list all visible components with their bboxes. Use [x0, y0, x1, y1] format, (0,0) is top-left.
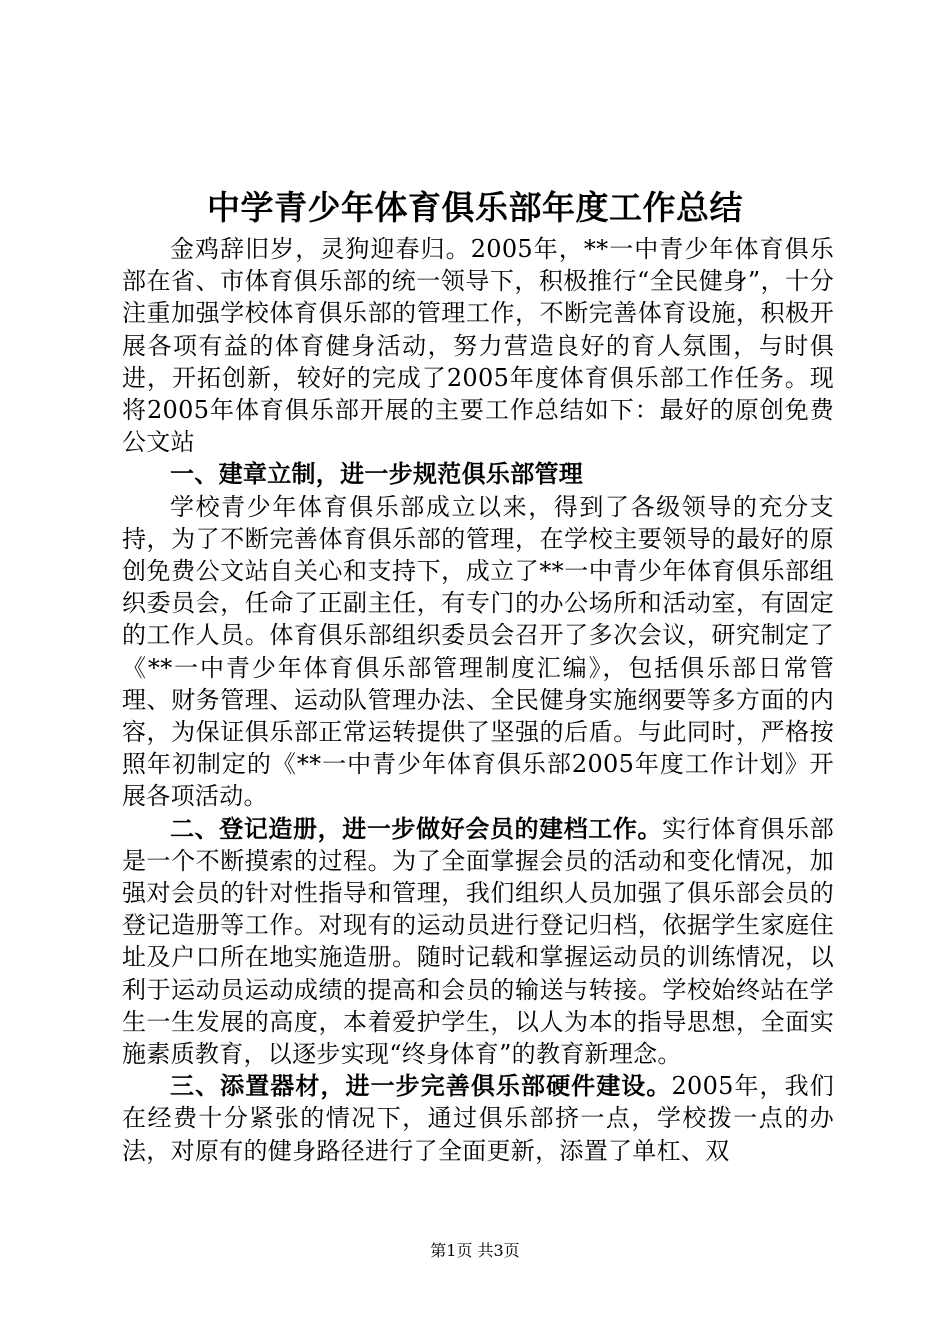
section-3-paragraph — [122, 1070, 834, 1167]
section-heading-1: 一、建章立制，进一步规范俱乐部管理 — [170, 459, 584, 489]
section-1-paragraph: 学校青少年体育俱乐部成立以来，得到了各级领导的充分支持，为了不断完善体育俱乐部的管理，在学校主要领导的最好的原创免费公文站自关心和支持下，成立了**一中青少年体育俱乐部组织委员会，任命了正副主任，有专门的办公场所和活动室，有固定的工作人员。体育俱乐部组织委员会召开了多次会议，研究制定了《**一中青少年体育俱乐部管理制度汇编》，包括俱乐部日常管理、财务管理、运动队管理办法、全民健身实施纲要等多方面的内容，为保证俱乐部正常运转提供了坚强的后盾。与此同时，严格按照年初制定的《**一中青少年体育俱乐部2005年度工作计划》开展各项活动。 — [122, 492, 834, 811]
section-heading-2: 二、登记造册，进一步做好会员的建档工作。 — [170, 813, 663, 843]
document-title: 中学青少年体育俱乐部年度工作总结 — [207, 188, 743, 227]
section-3-text: 2005年，我们在经费十分紧张的情况下，通过俱乐部挤一点，学校拨一点的办法，对原有的健身路径进行了全面更新，添置了单杠、双 — [122, 1072, 835, 1165]
section-2-text: 实行体育俱乐部是一个不断摸索的过程。为了全面掌握会员的活动和变化情况，加强对会员的针对性指导和管理，我们组织人员加强了俱乐部会员的登记造册等工作。对现有的运动员进行登记归档，依据学生家庭住址及户口所在地实施造册。随时记载和掌握运动员的训练情况，以利于运动员运动成绩的提高和会员的输送与转接。学校始终站在学生一生发展的高度，本着爱护学生，以人为本的指导思想，全面实施素质教育，以逐步实现“终身体育”的教育新理念。 — [122, 814, 834, 1069]
section-2-paragraph — [122, 813, 834, 1071]
page-footer: 第1页 共3页 — [430, 1241, 520, 1260]
intro-paragraph: 金鸡辞旧岁，灵狗迎春归。2005年，**一中青少年体育俱乐部在省、市体育俱乐部的统一领导下，积极推行“全民健身”，十分注重加强学校体育俱乐部的管理工作，不断完善体育设施，积极开展各项有益的体育健身活动，努力营造良好的育人氛围，与时俱进，开拓创新，较好的完成了2005年度体育俱乐部工作任务。现将2005年体育俱乐部开展的主要工作总结如下：最好的原创免费公文站 — [122, 235, 834, 457]
document-body — [122, 233, 834, 1167]
section-heading-3: 三、添置器材，进一步完善俱乐部硬件建设。 — [170, 1071, 672, 1101]
